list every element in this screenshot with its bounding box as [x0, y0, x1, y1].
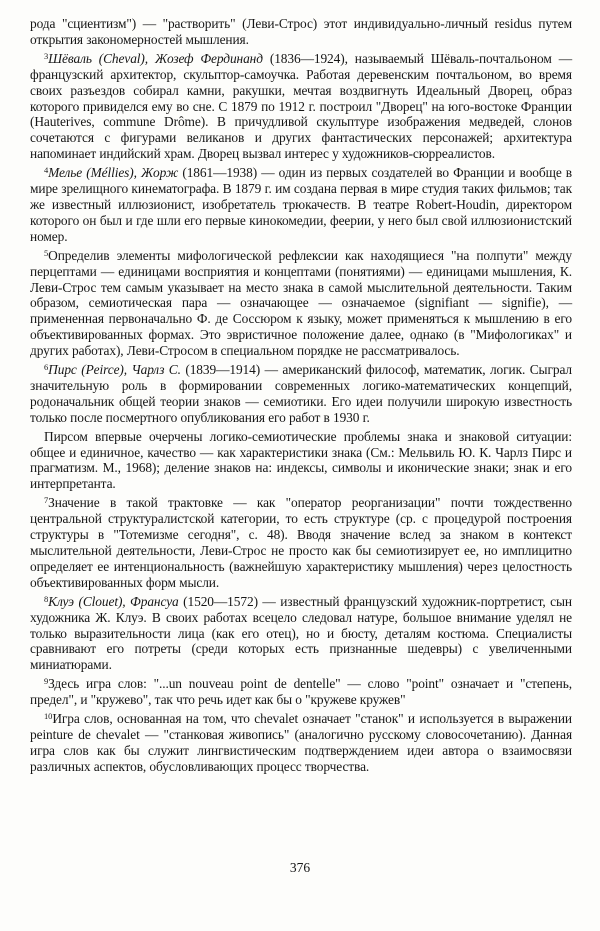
- note-4: $^4$Мелье (Méllies), Жорж (1861—1938) — один из первых создателей во Франции и вообще в мире зрелищного кинематографа. В 1879 г. им создана первая в мире студия таких фильмов; так же известный иллюзионист, изобретатель трюкачеств. В театре Robert-Houdin, директором которого он был и где шли его первые кинокомедии, феерии, у него был свой иллюзионистский номер.: [30, 165, 572, 244]
- notes-text: [30, 16, 572, 775]
- note-number: 4: [44, 165, 49, 176]
- note-lead: Шёваль (Cheval), Жозеф Фердинанд: [48, 50, 263, 66]
- note-number: 6: [44, 362, 49, 373]
- note-continuation: рода "сциентизм") — "растворить" (Леви-Строс) этот индивидуально-личный residus путем открытия закономерностей мышления.: [30, 16, 572, 47]
- page-number: 376: [289, 860, 311, 875]
- note-3: $^3$Шёваль (Cheval), Жозеф Фердинанд (1836—1924), называемый Шёваль-почтальоном — французский архитектор, скульптор-самоучка. Работая деревенским почтальоном, во время своих разъездов собирал камни, ракушки, мечтая воздвигнуть Идеальный Дворец, образ которого привиделся ему во сне. С 1879 по 1912 г. построил "Дворец" на юго-востоке Франции (Hauterives, commune Drôme). В причудливой скульптуре изображения медведей, слонов сочетаются с фигурами великанов и других фантастических персонажей; архитектура напоминает индийский храм. Дворец вызвал интерес у художников-сюрреалистов.: [30, 50, 572, 162]
- note-number: 8: [44, 593, 49, 604]
- note-number: 7: [44, 495, 49, 506]
- note-9: $^9$Здесь игра слов: "...un nouveau point de dentelle" — слово "point" означает и "степень, предел", и "кружево", так что речь идет как бы о "кружеве кружев": [30, 676, 572, 708]
- note-6-continued: Пирсом впервые очерчены логико-семиотические проблемы знака и знаковой ситуации: общее и единичное, качество — как характеристики знака (См.: Мельвиль Ю. К. Чарлз Пирс и прагматизм. М., 1968); деление знаков на: индексы, символы и иконические знаки; знак и его интерпретанта.: [30, 428, 572, 492]
- note-lead: Мелье (Méllies), Жорж: [48, 165, 179, 181]
- note-number: 3: [44, 50, 49, 61]
- note-number: 9: [44, 676, 49, 687]
- note-10: $^{10}$Игра слов, основанная на том, что chevalet означает "станок" и используется в выражении peinture de chevalet — "станковая живопись" (аналогично русскому словосочетанию). Данная игра слов как бы служит лингвистическим подтверждением идеи автора о взаимосвязи различных аспектов, обусловливающих процесс творчества.: [30, 711, 572, 774]
- note-number: 5: [44, 247, 49, 258]
- note-5: $^5$Определив элементы мифологической рефлексии как находящиеся "на полпути" между перцептами — единицами восприятия и концептами (понятиями) — единицами мышления, К. Леви-Строс тем самым указывает на место знака в самой мыслительной деятельности. Таким образом, семиотическая пара — означающее — означаемое (signifiant — signifie), — примененная первоначально Ф. де Соссюром к языку, может применяться к мышлению в его объективированных формах. Это эвристичное положение далее, однако (в "Мифологиках" и других работах), Леви-Стросом в специальном порядке не рассматривалось.: [30, 247, 572, 359]
- note-lead: Клуэ (Clouet), Франсуа: [48, 593, 179, 609]
- note-8: $^8$Клуэ (Clouet), Франсуа (1520—1572) — известный французский художник-портретист, сын художника Ж. Клуэ. В своих работах всецело следовал натуре, большое внимание уделял не только выразительности лица (как его отец), но и бюсту, деталям костюма. Специалисты сравнивают его потреты (среди которых есть признанные шедевры) с увеличенными миниатюрами.: [30, 593, 572, 673]
- note-6: $^6$Пирс (Peirce), Чарлз С. (1839—1914) — американский философ, математик, логик. Сыграл значительную роль в формировании современных логико-математических концепций, родоначальник общей теории знаков — семиотики. Его идеи получили широкую известность только после посмертного опубликования его работ в 1930 г.: [30, 362, 572, 425]
- note-lead: Пирс (Peirce), Чарлз С.: [48, 362, 181, 378]
- note-number: 10: [44, 711, 53, 722]
- note-7: $^7$Значение в такой трактовке — как "оператор реорганизации" почти тождественно центральной структуралистской категории, то есть структуре (ср. с процедурой построения структуры в "Тотемизме сегодня", с. 48). Вводя значение вслед за знаком в контекст мыслительной деятельности, Леви-Строс не просто как бы семиотизирует ее, но имплицитно определяет ее интенциональность (важнейшую характеристику мышления) через целостность объективированных форм мысли.: [30, 495, 572, 590]
